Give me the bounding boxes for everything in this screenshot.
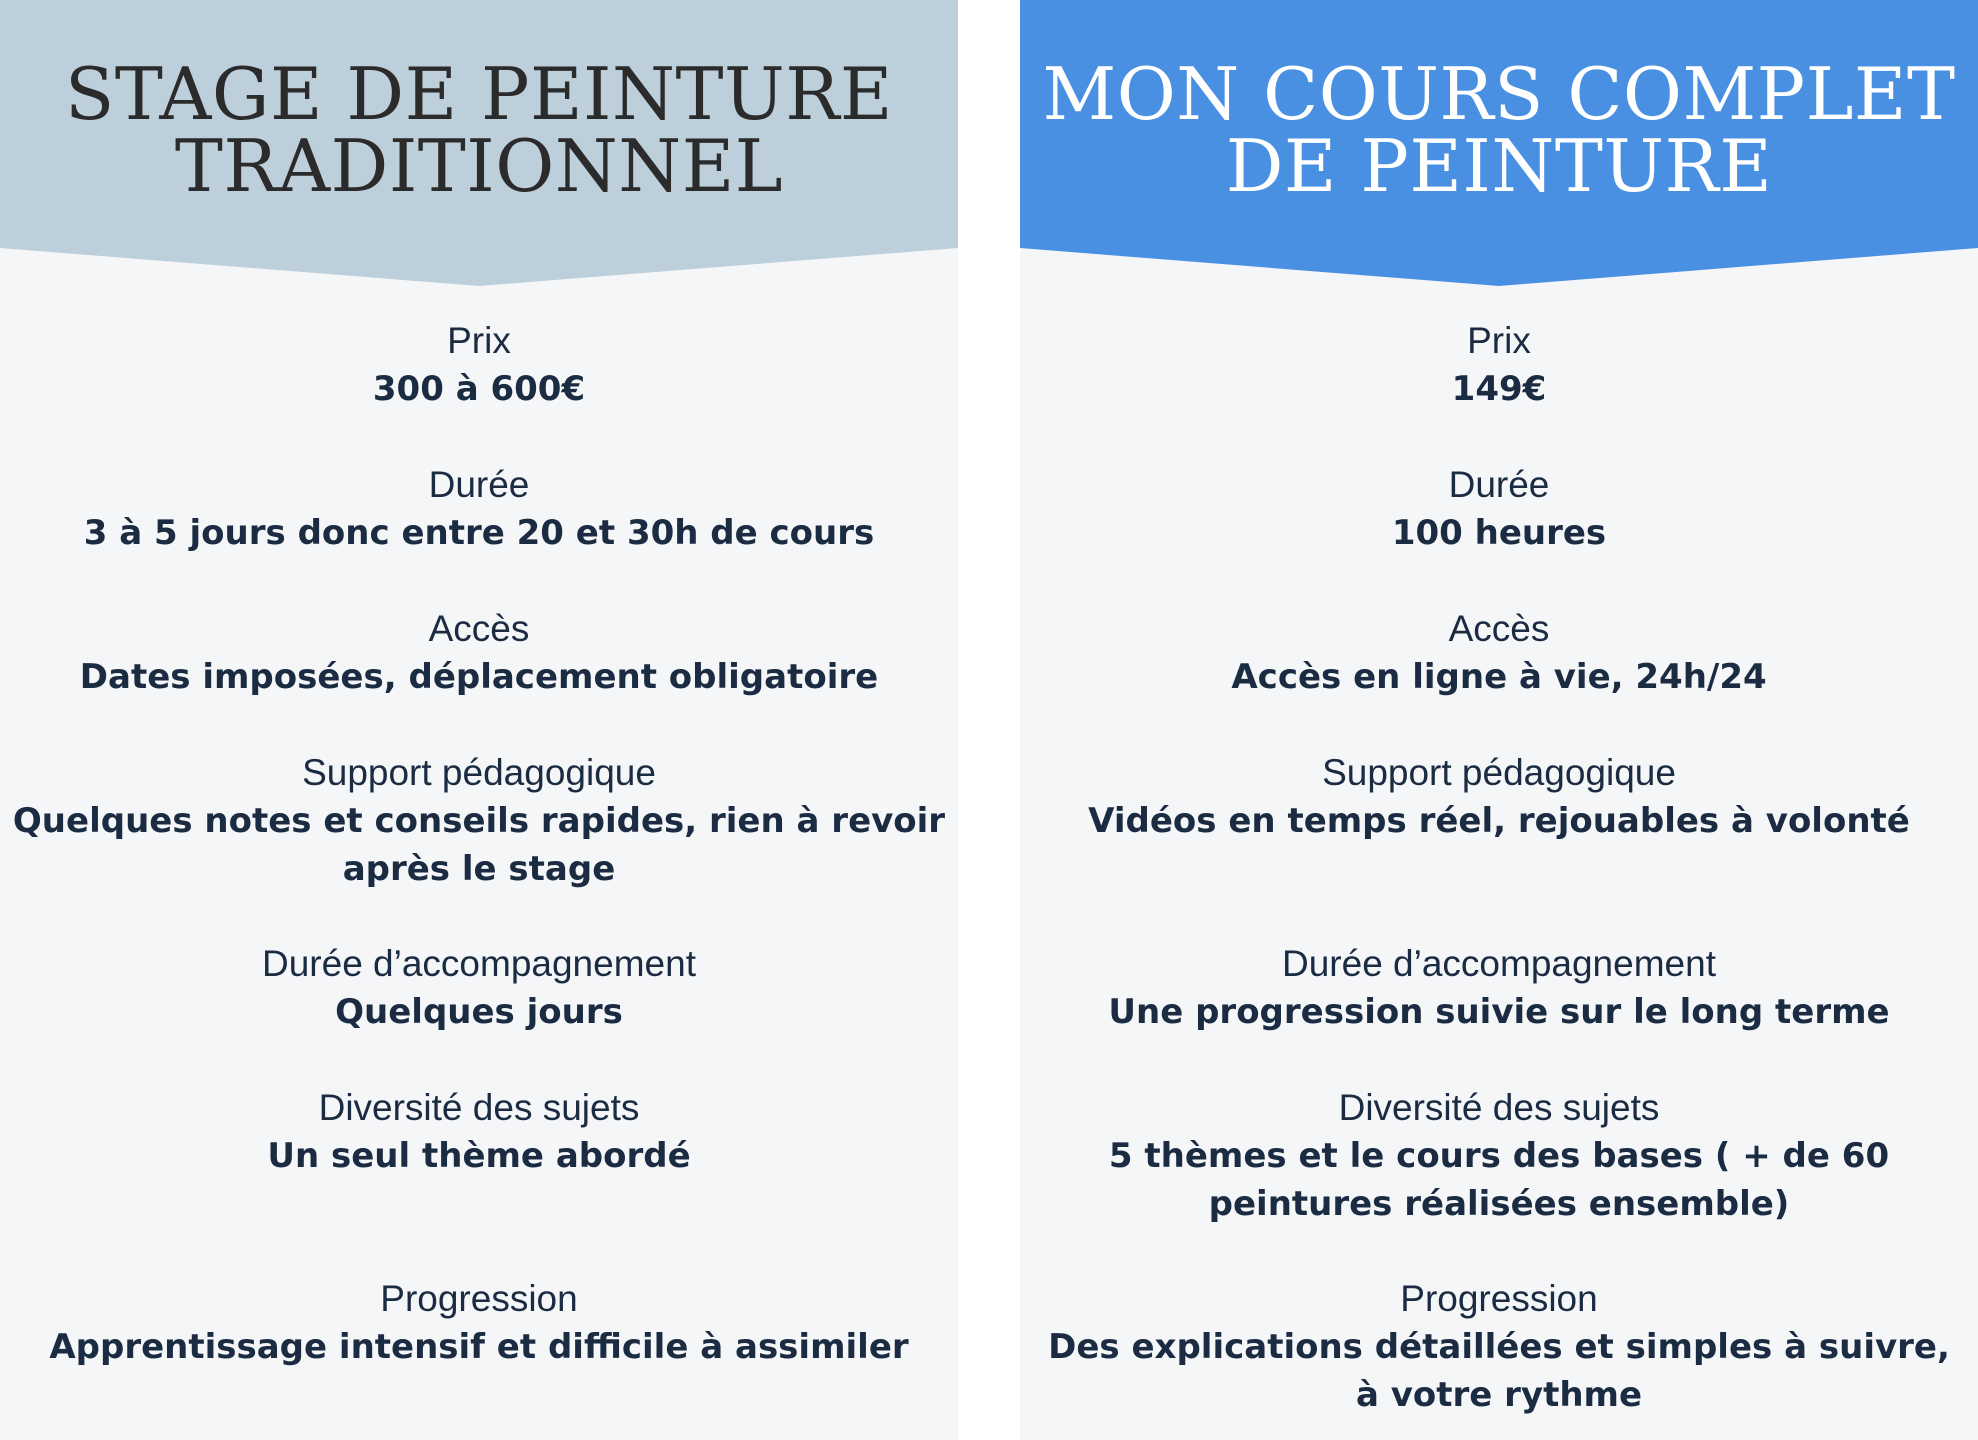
complete-course-card <box>1020 0 1978 1440</box>
access-row <box>0 605 958 701</box>
duration-value: 3 à 5 jours donc entre 20 et 30h de cours <box>83 513 875 553</box>
duration-value: 100 heures <box>1391 513 1607 553</box>
price-label: Prix <box>447 320 511 361</box>
progression-value: Apprentissage intensif et difficile à assimiler <box>49 1327 909 1367</box>
coaching-duration-row <box>0 940 958 1036</box>
duration-label: Durée <box>428 464 530 505</box>
teaching-support-row <box>0 749 958 893</box>
teaching-support-value: Vidéos en temps réel, rejouables à volonté <box>1088 801 1910 841</box>
progression-value: Des explications détaillées et simples à suivre, à votre rythme <box>1048 1327 1950 1415</box>
duration-label: Durée <box>1448 464 1550 505</box>
duration-row <box>1020 461 1978 557</box>
traditional-course-card <box>0 0 958 1440</box>
teaching-support-row <box>1020 749 1978 845</box>
subject-diversity-value: Un seul thème abordé <box>267 1136 691 1176</box>
coaching-duration-value: Une progression suivie sur le long terme <box>1108 992 1890 1032</box>
price-row <box>1020 317 1978 413</box>
access-value: Dates imposées, déplacement obligatoire <box>79 657 879 697</box>
subject-diversity-row <box>1020 1084 1978 1228</box>
coaching-duration-label: Durée d’accompagnement <box>1282 943 1716 984</box>
traditional-course-title <box>0 52 958 208</box>
access-label: Accès <box>428 608 530 649</box>
coaching-duration-label: Durée d’accompagnement <box>262 943 696 984</box>
teaching-support-label: Support pédagogique <box>1322 752 1676 793</box>
title-line-2: DE PEINTURE <box>1225 124 1773 208</box>
subject-diversity-label: Diversité des sujets <box>1338 1087 1660 1128</box>
price-value: 149€ <box>1451 369 1547 409</box>
complete-course-title <box>1020 52 1978 208</box>
progression-label: Progression <box>380 1278 578 1319</box>
subject-diversity-row <box>0 1084 958 1180</box>
complete-course-banner <box>1020 0 1978 288</box>
price-row <box>0 317 958 413</box>
teaching-support-value: Quelques notes et conseils rapides, rien à revoir après le stage <box>12 801 946 889</box>
title-line-1: MON COURS COMPLET <box>1042 52 1956 136</box>
coaching-duration-row <box>1020 940 1978 1036</box>
subject-diversity-label: Diversité des sujets <box>318 1087 640 1128</box>
duration-row <box>0 461 958 557</box>
teaching-support-label: Support pédagogique <box>302 752 656 793</box>
access-label: Accès <box>1448 608 1550 649</box>
progression-row <box>1020 1275 1978 1419</box>
price-value: 300 à 600€ <box>372 369 586 409</box>
subject-diversity-value: 5 thèmes et le cours des bases ( + de 60 peintures réalisées ensemble) <box>1108 1136 1890 1224</box>
access-value: Accès en ligne à vie, 24h/24 <box>1231 657 1767 697</box>
price-label: Prix <box>1467 320 1531 361</box>
progression-row <box>0 1275 958 1371</box>
access-row <box>1020 605 1978 701</box>
progression-label: Progression <box>1400 1278 1598 1319</box>
traditional-course-banner <box>0 0 958 288</box>
coaching-duration-value: Quelques jours <box>335 992 623 1032</box>
title-line-1: STAGE DE PEINTURE <box>65 52 893 136</box>
title-line-2: TRADITIONNEL <box>174 124 784 208</box>
